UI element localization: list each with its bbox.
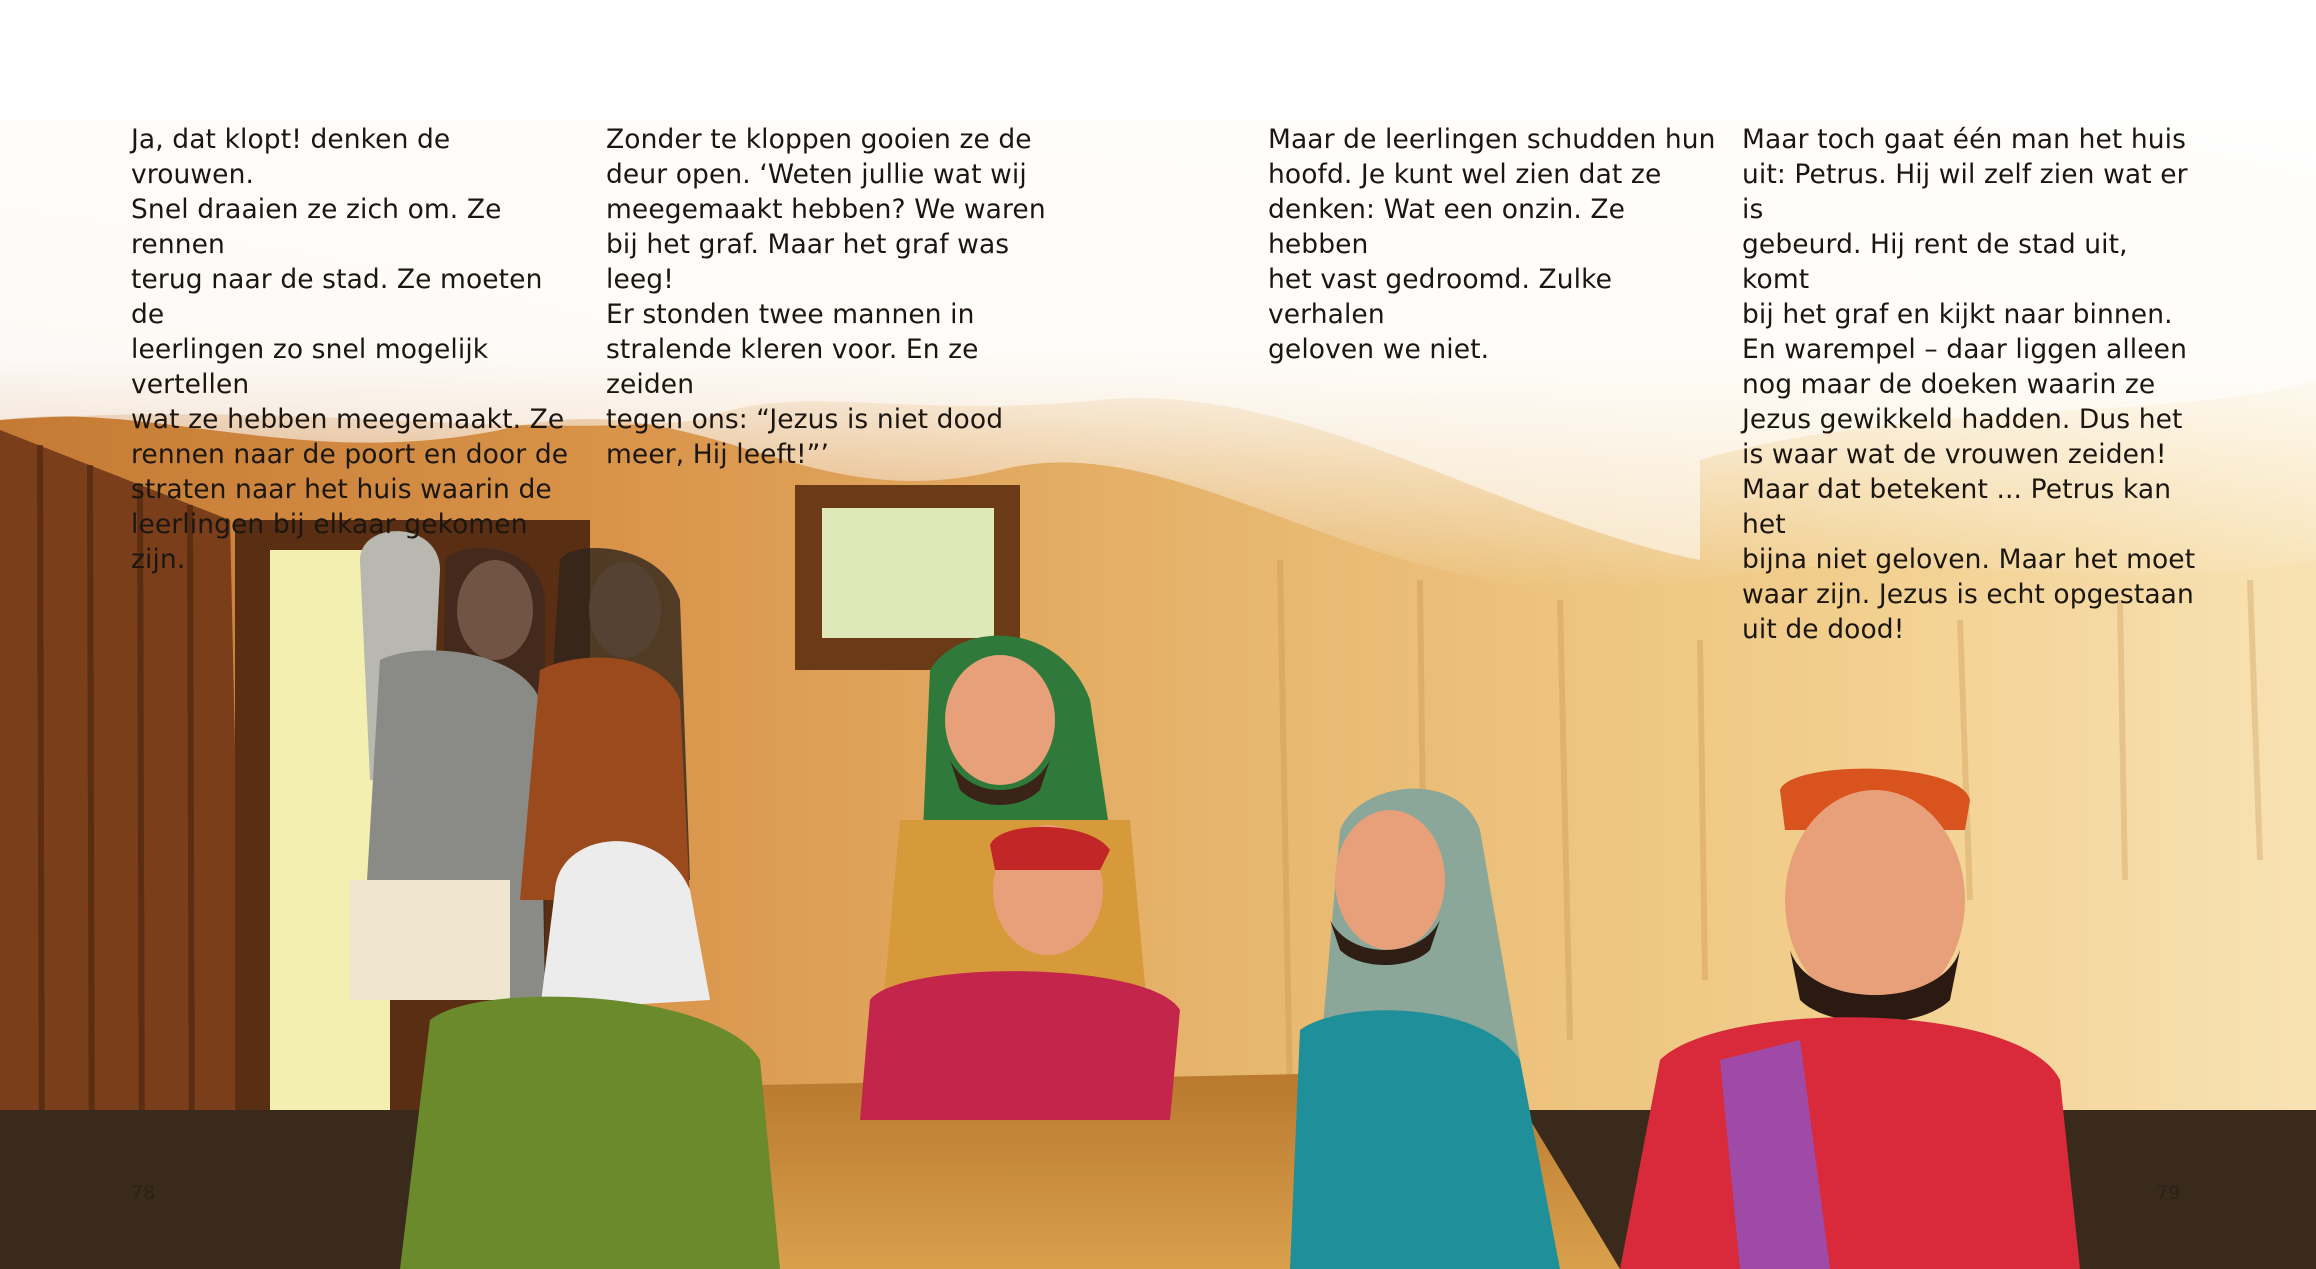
- right-page-column-2: Maar toch gaat één man het huis uit: Petrus. Hij wil zelf zien wat er is gebeurd. Hij rent de stad uit, komt bij het graf en kijkt naar binnen. En warempel – daar liggen alleen nog maar de doeken waarin ze Jezus gewikkeld hadden. Dus het is waar wat de vrouwen zeiden! Maar dat betekent ... Petrus kan het bijna niet geloven. Maar het moet waar zijn. Jezus is echt opgestaan uit de dood!: [1742, 124, 2196, 645]
- page-number-left: 78: [131, 1182, 156, 1204]
- wall-picture: [822, 508, 994, 638]
- right-page-column-1: Maar de leerlingen schudden hun hoofd. Je kunt wel zien dat ze denken: Wat een onzin. Ze hebben het vast gedroomd. Zulke verhalen geloven we niet.: [1268, 124, 1716, 365]
- page-number-right: 79: [2156, 1182, 2181, 1204]
- left-page-column-2: Zonder te kloppen gooien ze de deur open. ‘Weten jullie wat wij meegemaakt hebben? We waren bij het graf. Maar het graf was leeg! Er stonden twee mannen in stralende kleren voor. En ze zeiden tegen ons: “Jezus is niet dood meer, Hij leeft!”’: [606, 124, 1046, 470]
- left-page-column-1: Ja, dat klopt! denken de vrouwen. Snel draaien ze zich om. Ze rennen terug naar de stad. Ze moeten de leerlingen zo snel mogelijk vertellen wat ze hebben meegemaakt. Ze rennen naar de poort en door de straten naar het huis waarin de leerlingen bij elkaar gekomen zijn.: [131, 124, 569, 575]
